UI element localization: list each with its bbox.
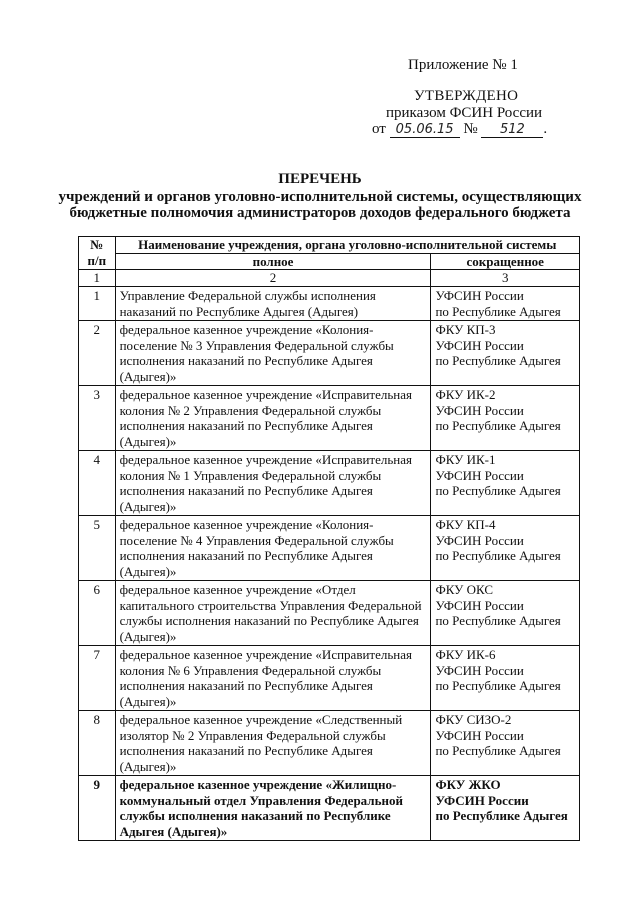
order-date-number-line <box>372 121 547 138</box>
short-name-line: УФСИН России <box>435 662 524 678</box>
approved-stamp-text: УТВЕРЖДЕНО <box>414 88 519 104</box>
table-row <box>79 711 580 776</box>
row-number: 7 <box>79 646 116 711</box>
row-full-name: федеральное казенное учреждение «Исправительная колония № 2 Управления Федеральной службы исполнения наказаний по Республике Адыгея (Адыгея)» <box>115 386 431 451</box>
document-subtitle-line-1: учреждений и органов уголовно-исполнительной системы, осуществляющих <box>58 189 582 205</box>
document-subtitle-line-2: бюджетные полномочия администраторов доходов федерального бюджета <box>69 205 571 221</box>
row-short-name <box>431 581 580 646</box>
short-name-line: УФСИН России <box>435 402 524 418</box>
trailing-dot: . <box>543 121 548 137</box>
document-title: ПЕРЕЧЕНЬ <box>278 171 362 187</box>
table-row <box>79 646 580 711</box>
table-row <box>79 516 580 581</box>
row-full-name: федеральное казенное учреждение «Исправительная колония № 6 Управления Федеральной службы исполнения наказаний по Республике Адыгея (Адыгея)» <box>115 646 431 711</box>
column-number: 3 <box>431 270 580 287</box>
row-short-name <box>431 451 580 516</box>
row-number: 3 <box>79 386 116 451</box>
row-number: 5 <box>79 516 116 581</box>
row-number: 1 <box>79 287 116 321</box>
institutions-table <box>78 236 580 841</box>
row-full-name: федеральное казенное учреждение «Отдел капитального строительства Управления Федеральной службы исполнения наказаний по Республике Адыгея (Адыгея)» <box>115 581 431 646</box>
short-name-line: ФКУ КП-3 <box>435 322 496 337</box>
short-name-line: УФСИН России <box>435 337 524 353</box>
short-name-line: УФСИН России <box>435 792 529 808</box>
short-name-line: ФКУ ИК-6 <box>435 647 496 662</box>
short-name-line: ФКУ ИК-2 <box>435 387 496 402</box>
short-name-line: ФКУ ЖКО <box>435 777 501 792</box>
row-short-name <box>431 321 580 386</box>
row-short-name <box>431 711 580 776</box>
row-full-name: федеральное казенное учреждение «Жилищно-коммунальный отдел Управления Федеральной службы исполнения наказаний по Республике Адыгея (Адыгея)» <box>115 776 431 841</box>
short-name-line: УФСИН России <box>435 288 524 303</box>
table-row <box>79 581 580 646</box>
short-name-line: ФКУ ОКС <box>435 582 493 597</box>
column-number: 1 <box>79 270 116 287</box>
short-name-line: по Республике Адыгея <box>435 678 561 693</box>
row-full-name: федеральное казенное учреждение «Следственный изолятор № 2 Управления Федеральной службы исполнения наказаний по Республике Адыгея (Адыгея)» <box>115 711 431 776</box>
short-name-line: УФСИН России <box>435 597 524 613</box>
table-row <box>79 386 580 451</box>
column-number-row <box>79 270 580 287</box>
table-row <box>79 776 580 841</box>
short-name-line: ФКУ ИК-1 <box>435 452 496 467</box>
row-short-name <box>431 386 580 451</box>
short-name-line: УФСИН России <box>435 727 524 743</box>
header-num-bottom: п/п <box>87 252 107 268</box>
handwritten-number: 512 <box>481 122 543 138</box>
row-full-name: федеральное казенное учреждение «Исправительная колония № 1 Управления Федеральной службы исполнения наказаний по Республике Адыгея (Адыгея)» <box>115 451 431 516</box>
row-short-name <box>431 516 580 581</box>
date-prefix: от <box>372 121 386 137</box>
short-name-line: по Республике Адыгея <box>435 303 561 319</box>
row-full-name: федеральное казенное учреждение «Колония-поселение № 3 Управления Федеральной службы исполнения наказаний по Республике Адыгея (Адыгея)» <box>115 321 431 386</box>
header-short: сокращенное <box>431 253 580 270</box>
short-name-line: ФКУ КП-4 <box>435 517 496 532</box>
short-name-line: ФКУ СИЗО-2 <box>435 712 512 727</box>
short-name-line: УФСИН России <box>435 532 524 548</box>
header-num-top: № <box>90 237 104 252</box>
row-number: 8 <box>79 711 116 776</box>
short-name-line: УФСИН России <box>435 467 524 483</box>
row-number: 6 <box>79 581 116 646</box>
short-name-line: по Республике Адыгея <box>435 418 561 433</box>
table-body <box>79 270 580 841</box>
short-name-line: по Республике Адыгея <box>435 613 561 628</box>
table-row <box>79 451 580 516</box>
row-short-name <box>431 646 580 711</box>
order-text: приказом ФСИН России <box>386 105 543 121</box>
number-prefix: № <box>463 121 478 137</box>
header-full: полное <box>115 253 431 270</box>
table-row <box>79 321 580 386</box>
short-name-line: по Республике Адыгея <box>435 548 561 563</box>
table-row <box>79 287 580 321</box>
short-name-line: по Республике Адыгея <box>435 808 568 823</box>
column-number: 2 <box>115 270 431 287</box>
row-full-name: Управление Федеральной службы исполнения наказаний по Республике Адыгея (Адыгея) <box>115 287 431 321</box>
row-short-name <box>431 776 580 841</box>
header-num <box>79 237 116 270</box>
appendix-label: Приложение № 1 <box>408 57 518 73</box>
handwritten-date: 05.06.15 <box>390 122 460 138</box>
row-short-name <box>431 287 580 321</box>
row-number: 2 <box>79 321 116 386</box>
row-number: 4 <box>79 451 116 516</box>
row-number: 9 <box>79 776 116 841</box>
short-name-line: по Республике Адыгея <box>435 743 561 758</box>
header-name: Наименование учреждения, органа уголовно-исполнительной системы <box>115 237 579 254</box>
row-full-name: федеральное казенное учреждение «Колония-поселение № 4 Управления Федеральной службы исполнения наказаний по Республике Адыгея (Адыгея)» <box>115 516 431 581</box>
short-name-line: по Республике Адыгея <box>435 353 561 368</box>
short-name-line: по Республике Адыгея <box>435 483 561 498</box>
